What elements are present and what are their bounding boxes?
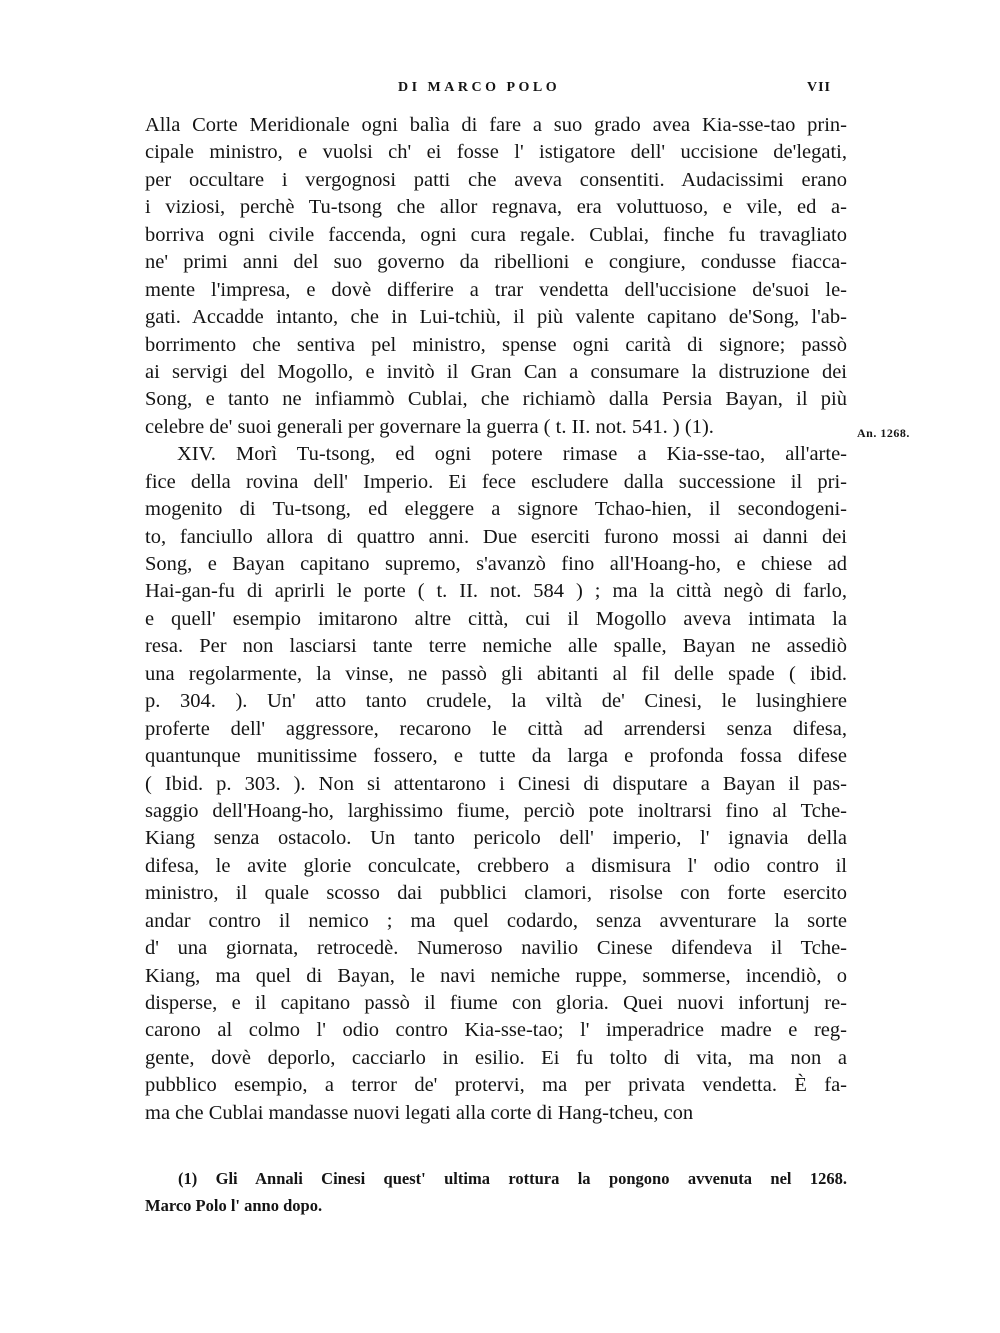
text-line: per occultare i vergognosi patti che aveva consentiti. Audacissimi erano: [145, 168, 847, 191]
text-line: gente, dovè deporlo, cacciarlo in esilio. Ei fu tolto di vita, ma non a: [145, 1046, 847, 1069]
text-line: carono al colmo l' odio contro Kia-sse-tao; l' imperadrice madre e reg-: [145, 1019, 847, 1042]
text-line: ai servigi del Mogollo, e invitò il Gran Can a consumare la distruzione dei: [145, 360, 847, 383]
footnote: [145, 1165, 847, 1219]
text-line: pubblico esempio, a terror de' protervi, ma per privata vendetta. È fa-: [145, 1074, 847, 1097]
footnote-line: Marco Polo l' anno dopo.: [145, 1196, 323, 1215]
text-line: p. 304. ). Un' atto tanto crudele, la viltà de' Cinesi, le lusinghiere: [145, 690, 847, 713]
text-line: saggio dell'Hoang-ho, larghissimo fiume, perciò pote inoltrarsi fino al Tche-: [145, 799, 847, 822]
text-line: mogenito di Tu-tsong, ed eleggere a signore Tchao-hien, il secondogeni-: [145, 498, 847, 521]
text-line: e quell' esempio imitarono altre città, cui il Mogollo aveva intimata la: [145, 607, 847, 630]
text-line: celebre de' suoi generali per governare la guerra ( t. II. not. 541. ) (1).: [145, 415, 714, 438]
body-text: [145, 112, 847, 1127]
text-line: proferte dell' aggressore, recarono le città ad arrendersi senza difesa,: [145, 717, 847, 740]
text-line: Kiang, ma quel di Bayan, le navi nemiche ruppe, sommerse, incendiò, o: [145, 964, 847, 987]
text-line: una regolarmente, la vinse, ne passò gli abitanti al fil delle spade ( ibid.: [145, 662, 847, 685]
text-line: ne' primi anni del suo governo da ribellioni e congiure, condusse fiacca-: [145, 251, 847, 274]
text-line: to, fanciullo allora di quattro anni. Due eserciti furono mossi ai danni dei: [145, 525, 847, 548]
text-line: d' una giornata, retrocedè. Numeroso navilio Cinese difendeva il Tche-: [145, 937, 847, 960]
text-line: Hai-gan-fu di aprirli le porte ( t. II. not. 584 ) ; ma la città negò di farlo,: [145, 580, 847, 603]
text-line: disperse, e il capitano passò il fiume con gloria. Quei nuovi infortunj re-: [145, 992, 847, 1014]
text-line: gati. Accadde intanto, che in Lui-tchiù, il più valente capitano de'Song, l'ab-: [145, 306, 847, 329]
text-line: borriva ogni civile faccenda, ogni cura regale. Cublai, finche fu travagliato: [145, 223, 847, 246]
marginal-date-note: An. 1268.: [857, 426, 910, 440]
text-line: resa. Per non lasciarsi tante terre nemiche alle spalle, Bayan ne assediò: [145, 635, 847, 658]
footnote-line: (1) Gli Annali Cinesi quest' ultima rottura la pongono avvenuta nel 1268.: [178, 1169, 847, 1188]
text-line: Alla Corte Meridionale ogni balìa di fare a suo grado avea Kia-sse-tao prin-: [145, 114, 847, 136]
text-line: ministro, il quale scosso dai pubblici clamori, risolse con forte esercito: [145, 882, 847, 905]
text-line: cipale ministro, e vuolsi ch' ei fosse l' istigatore dell' uccisione de'legati,: [145, 141, 847, 164]
text-line: ma che Cublai mandasse nuovi legati alla corte di Hang-tcheu, con: [145, 1101, 694, 1124]
text-line: ( Ibid. p. 303. ). Non si attentarono i Cinesi di disputare a Bayan il pas-: [145, 772, 847, 795]
section-start-line: XIV. Morì Tu-tsong, ed ogni potere rimase a Kia-sse-tao, all'arte-: [177, 443, 847, 466]
running-head: DI MARCO POLO: [398, 80, 561, 95]
text-line: fice della rovina dell' Imperio. Ei fece escludere dalla successione il pri-: [145, 470, 847, 493]
text-line: quantunque munitissime fossero, e tutte da larga e profonda fossa difese: [145, 745, 847, 768]
text-line: i viziosi, perchè Tu-tsong che allor regnava, era voluttuoso, e vile, ed a-: [145, 196, 847, 219]
text-line: andar contro il nemico ; ma quel codardo, senza avventurare la sorte: [145, 909, 847, 932]
text-line: difesa, le avite glorie conculcate, crebbero a dismisura l' odio contro il: [145, 854, 847, 877]
text-line: Song, e tanto ne infiammò Cublai, che richiamò dalla Persia Bayan, il più: [145, 388, 847, 411]
text-line: borrimento che sentiva pel ministro, spense ogni carità di signore; passò: [145, 333, 847, 356]
text-line: Kiang senza ostacolo. Un tanto pericolo dell' imperio, l' ignavia della: [145, 827, 847, 850]
page-number: VII: [807, 80, 832, 95]
text-line: Song, e Bayan capitano supremo, s'avanzò fino all'Hoang-ho, e chiese ad: [145, 553, 847, 575]
text-line: mente l'impresa, e dovè differire a trar vendetta dell'uccisione de'suoi le-: [145, 278, 847, 301]
